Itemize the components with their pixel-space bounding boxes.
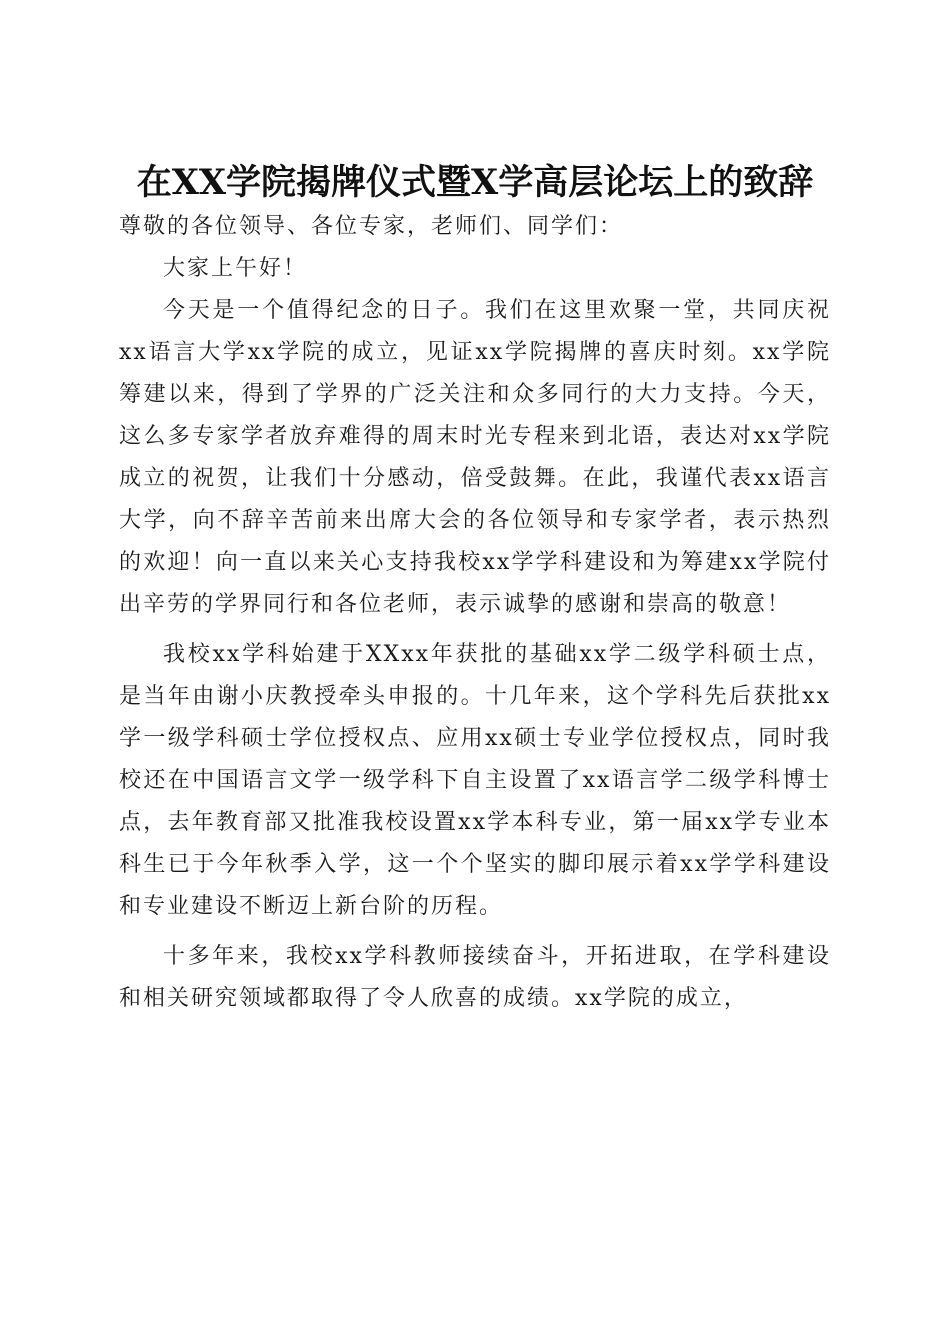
paragraph-3: 十多年来，我校xx学科教师接续奋斗，开拓进取，在学科建设和相关研究领域都取得了令人欣喜的成绩。xx学院的成立， [119, 944, 831, 1011]
paragraph-1: 今天是一个值得纪念的日子。我们在这里欢聚一堂，共同庆祝xx语言大学xx学院的成立，见证xx学院揭牌的喜庆时刻。xx学院筹建以来，得到了学界的广泛关注和众多同行的大力支持。今天，这么多专家学者放弃难得的周末时光专程来到北语，表达对xx学院成立的祝贺，让我们十分感动，倍受鼓舞。在此，我谨代表xx语言大学，向不辞辛苦前来出席大会的各位领导和专家学者，表示热烈的欢迎！向一直以来关心支持我校xx学学科建设和为筹建xx学院付出辛劳的学界同行和各位老师，表示诚挚的感谢和崇高的敬意！ [119, 298, 831, 617]
document-body [119, 206, 831, 1020]
salutation: 尊敬的各位领导、各位专家，老师们、同学们： [119, 214, 624, 239]
paragraph-2: 我校xx学科始建于XXxx年获批的基础xx学二级学科硕士点，是当年由谢小庆教授牵头申报的。十几年来，这个学科先后获批xx学一级学科硕士学位授权点、应用xx硕士专业学位授权点，同时我校还在中国语言文学一级学科下自主设置了xx语言学二级学科博士点，去年教育部又批准我校设置xx学本科专业，第一届xx学专业本科生已于今年秋季入学，这一个个坚实的脚印展示着xx学学科建设和专业建设不断迈上新台阶的历程。 [119, 642, 831, 919]
document-title: 在XX学院揭牌仪式暨X学高层论坛上的致辞 [136, 162, 814, 204]
greeting: 大家上午好！ [163, 256, 308, 281]
